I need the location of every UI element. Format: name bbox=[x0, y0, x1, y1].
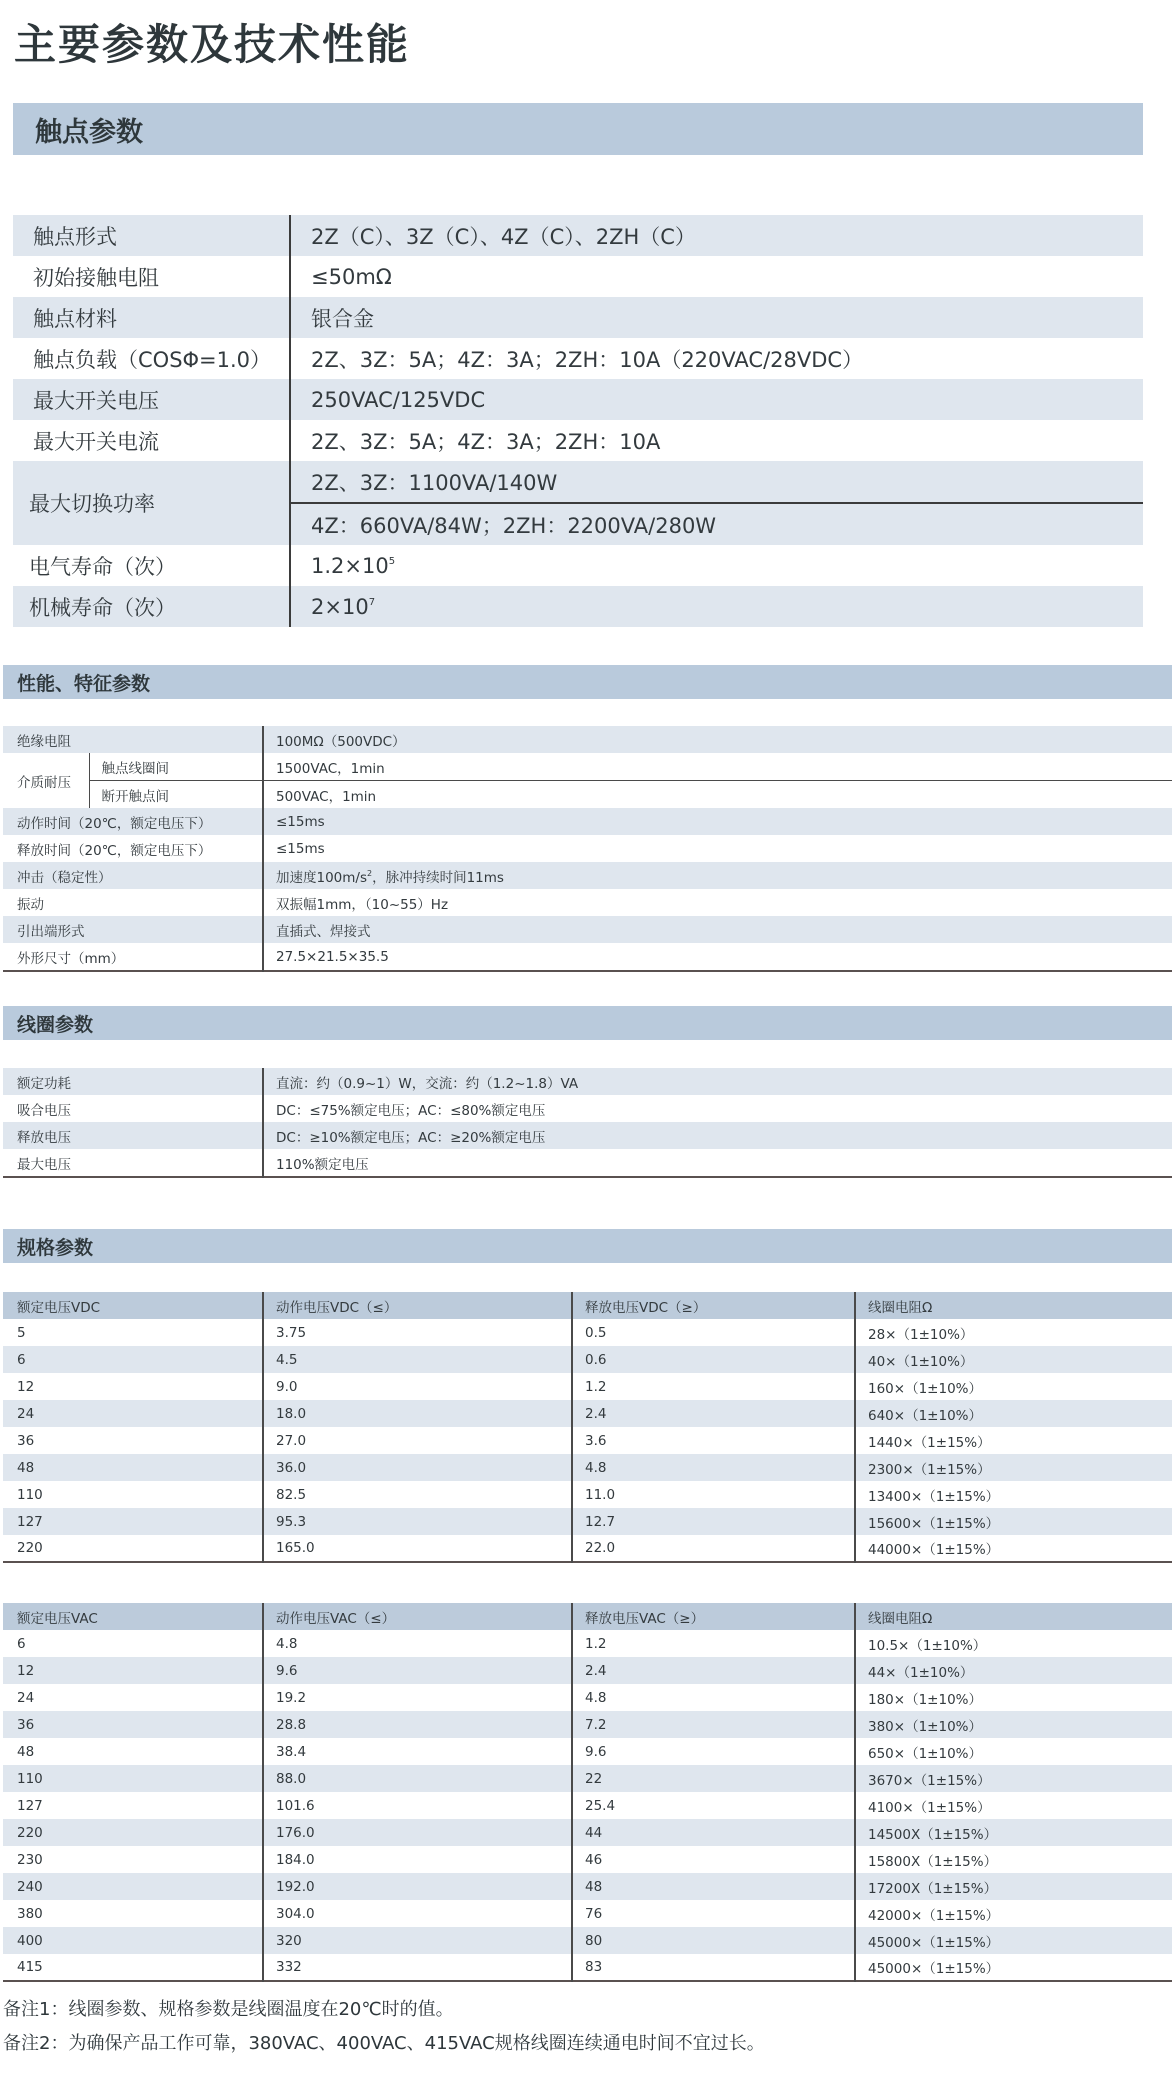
table-cell: 6 bbox=[3, 1630, 263, 1657]
table-cell: 95.3 bbox=[263, 1508, 572, 1535]
param-label: 额定功耗 bbox=[3, 1068, 263, 1095]
table-cell: 24 bbox=[3, 1400, 263, 1427]
page-title: 主要参数及技术性能 bbox=[14, 20, 411, 69]
note: 备注1：线圈参数、规格参数是线圈温度在20℃时的值。 bbox=[3, 1999, 454, 2020]
param-value: 2Z、3Z：5A；4Z：3A；2ZH：10A bbox=[290, 420, 1143, 461]
notes bbox=[3, 1993, 765, 2061]
table-cell: 4.5 bbox=[263, 1346, 572, 1373]
table-row bbox=[13, 379, 1143, 420]
table-cell: 7.2 bbox=[572, 1711, 855, 1738]
section-header-spec bbox=[3, 1229, 1172, 1263]
table-cell: 2.4 bbox=[572, 1657, 855, 1684]
table-cell: 44 bbox=[572, 1819, 855, 1846]
table-cell: 45000×（1±15%） bbox=[855, 1954, 1172, 1981]
param-value bbox=[263, 862, 1172, 889]
param-value: 27.5×21.5×35.5 bbox=[263, 943, 1172, 971]
table-row bbox=[3, 1149, 1172, 1177]
table-cell: 12.7 bbox=[572, 1508, 855, 1535]
param-sublabel: 触点线圈间 bbox=[89, 753, 263, 781]
table-cell: 83 bbox=[572, 1954, 855, 1981]
param-label: 释放时间（20℃，额定电压下） bbox=[3, 835, 263, 862]
column-header: 额定电压VDC bbox=[3, 1292, 263, 1319]
param-label: 最大电压 bbox=[3, 1149, 263, 1177]
param-value: 500VAC，1min bbox=[263, 781, 1172, 809]
param-label: 振动 bbox=[3, 889, 263, 916]
table-row bbox=[13, 420, 1143, 461]
table-row bbox=[3, 1954, 1172, 1981]
table-cell: 304.0 bbox=[263, 1900, 572, 1927]
value-base: 1.2×10 bbox=[311, 553, 389, 578]
table-cell: 22 bbox=[572, 1765, 855, 1792]
table-row bbox=[3, 1927, 1172, 1954]
param-value: 4Z：660VA/84W；2ZH：2200VA/280W bbox=[290, 503, 1143, 545]
table-cell: 13400×（1±15%） bbox=[855, 1481, 1172, 1508]
table-cell: 4.8 bbox=[572, 1684, 855, 1711]
table-row bbox=[3, 1068, 1172, 1095]
table-row bbox=[3, 1319, 1172, 1346]
param-value: ≤15ms bbox=[263, 835, 1172, 862]
table-cell: 11.0 bbox=[572, 1481, 855, 1508]
param-value: 直流：约（0.9~1）W，交流：约（1.2~1.8）VA bbox=[263, 1068, 1172, 1095]
table-cell: 17200X（1±15%） bbox=[855, 1873, 1172, 1900]
table-cell: 184.0 bbox=[263, 1846, 572, 1873]
table-cell: 28×（1±10%） bbox=[855, 1319, 1172, 1346]
table-cell: 127 bbox=[3, 1508, 263, 1535]
param-value: 100MΩ（500VDC） bbox=[263, 726, 1172, 753]
param-label: 初始接触电阻 bbox=[13, 256, 290, 297]
param-value: 2Z、3Z：5A；4Z：3A；2ZH：10A（220VAC/28VDC） bbox=[290, 338, 1143, 379]
table-row bbox=[3, 1900, 1172, 1927]
section-header-contact-params bbox=[13, 103, 1143, 155]
param-label: 绝缘电阻 bbox=[3, 726, 263, 753]
table-cell: 24 bbox=[3, 1684, 263, 1711]
param-sublabel: 断开触点间 bbox=[89, 781, 263, 809]
column-header: 释放电压VAC（≥） bbox=[572, 1603, 855, 1630]
table-cell: 220 bbox=[3, 1819, 263, 1846]
table-cell: 82.5 bbox=[263, 1481, 572, 1508]
table-row bbox=[3, 1427, 1172, 1454]
table-cell: 27.0 bbox=[263, 1427, 572, 1454]
table-cell: 180×（1±10%） bbox=[855, 1684, 1172, 1711]
table-row bbox=[3, 753, 1172, 781]
table-row bbox=[3, 1630, 1172, 1657]
param-label: 释放电压 bbox=[3, 1122, 263, 1149]
param-value: 双振幅1mm，（10~55）Hz bbox=[263, 889, 1172, 916]
table-row bbox=[13, 545, 1143, 586]
table-cell: 110 bbox=[3, 1481, 263, 1508]
table-row bbox=[3, 1508, 1172, 1535]
param-label: 介质耐压 bbox=[3, 753, 89, 808]
table-cell: 380 bbox=[3, 1900, 263, 1927]
table-cell: 1.2 bbox=[572, 1373, 855, 1400]
table-row bbox=[3, 1657, 1172, 1684]
table-cell: 0.6 bbox=[572, 1346, 855, 1373]
table-cell: 18.0 bbox=[263, 1400, 572, 1427]
table-cell: 2300×（1±15%） bbox=[855, 1454, 1172, 1481]
column-header: 释放电压VDC（≥） bbox=[572, 1292, 855, 1319]
param-value: 1500VAC，1min bbox=[263, 753, 1172, 781]
param-label: 最大开关电流 bbox=[13, 420, 290, 461]
param-label: 触点形式 bbox=[13, 215, 290, 256]
param-value: ≤50mΩ bbox=[290, 256, 1143, 297]
param-label: 触点负载（COSΦ=1.0） bbox=[13, 338, 290, 379]
table-cell: 19.2 bbox=[263, 1684, 572, 1711]
column-header: 动作电压VDC（≤） bbox=[263, 1292, 572, 1319]
table-row bbox=[3, 1846, 1172, 1873]
table-cell: 127 bbox=[3, 1792, 263, 1819]
table-cell: 320 bbox=[263, 1927, 572, 1954]
table-cell: 9.6 bbox=[263, 1657, 572, 1684]
table-cell: 2.4 bbox=[572, 1400, 855, 1427]
param-value: DC：≤75%额定电压；AC：≤80%额定电压 bbox=[263, 1095, 1172, 1122]
table-cell: 14500X（1±15%） bbox=[855, 1819, 1172, 1846]
section-title: 规格参数 bbox=[17, 1236, 94, 1259]
param-label: 吸合电压 bbox=[3, 1095, 263, 1122]
table-cell: 110 bbox=[3, 1765, 263, 1792]
section-title: 性能、特征参数 bbox=[17, 672, 151, 695]
param-value: 110%额定电压 bbox=[263, 1149, 1172, 1177]
value-exponent: 2 bbox=[367, 868, 373, 878]
table-row bbox=[3, 1481, 1172, 1508]
table-cell: 88.0 bbox=[263, 1765, 572, 1792]
table-cell: 230 bbox=[3, 1846, 263, 1873]
performance-params-table bbox=[3, 726, 1172, 972]
param-value: 银合金 bbox=[290, 297, 1143, 338]
table-cell: 380×（1±10%） bbox=[855, 1711, 1172, 1738]
table-row bbox=[3, 1684, 1172, 1711]
table-row bbox=[13, 215, 1143, 256]
table-cell: 76 bbox=[572, 1900, 855, 1927]
value-base: 2×10 bbox=[311, 594, 369, 619]
table-row bbox=[13, 461, 1143, 503]
param-label: 冲击（稳定性） bbox=[3, 862, 263, 889]
param-value: DC：≥10%额定电压；AC：≥20%额定电压 bbox=[263, 1122, 1172, 1149]
table-cell: 38.4 bbox=[263, 1738, 572, 1765]
table-cell: 40×（1±10%） bbox=[855, 1346, 1172, 1373]
table-cell: 640×（1±10%） bbox=[855, 1400, 1172, 1427]
param-label: 最大切换功率 bbox=[13, 461, 290, 545]
param-value: 2Z（C）、3Z（C）、4Z（C）、2ZH（C） bbox=[290, 215, 1143, 256]
section-title: 线圈参数 bbox=[17, 1013, 94, 1036]
value-text: ，脉冲持续时间11ms bbox=[372, 869, 504, 886]
table-cell: 415 bbox=[3, 1954, 263, 1981]
table-cell: 48 bbox=[3, 1454, 263, 1481]
table-cell: 176.0 bbox=[263, 1819, 572, 1846]
column-header: 线圈电阻Ω bbox=[855, 1603, 1172, 1630]
table-cell: 6 bbox=[3, 1346, 263, 1373]
table-cell: 15800X（1±15%） bbox=[855, 1846, 1172, 1873]
ac-spec-table bbox=[3, 1603, 1172, 1982]
table-cell: 25.4 bbox=[572, 1792, 855, 1819]
table-row bbox=[3, 1765, 1172, 1792]
section-title: 触点参数 bbox=[35, 116, 143, 148]
table-row bbox=[3, 916, 1172, 943]
table-row bbox=[3, 1095, 1172, 1122]
param-label: 电气寿命（次） bbox=[13, 545, 290, 586]
table-cell: 240 bbox=[3, 1873, 263, 1900]
table-cell: 12 bbox=[3, 1657, 263, 1684]
table-cell: 1.2 bbox=[572, 1630, 855, 1657]
table-cell: 48 bbox=[572, 1873, 855, 1900]
note: 备注2：为确保产品工作可靠，380VAC、400VAC、415VAC规格线圈连续通电时间不宜过长。 bbox=[3, 2033, 765, 2054]
table-row bbox=[3, 889, 1172, 916]
table-row bbox=[3, 1373, 1172, 1400]
table-cell: 1440×（1±15%） bbox=[855, 1427, 1172, 1454]
table-cell: 3.6 bbox=[572, 1427, 855, 1454]
table-cell: 192.0 bbox=[263, 1873, 572, 1900]
table-cell: 4.8 bbox=[263, 1630, 572, 1657]
param-value bbox=[290, 545, 1143, 586]
table-cell: 220 bbox=[3, 1535, 263, 1562]
table-cell: 45000×（1±15%） bbox=[855, 1927, 1172, 1954]
table-cell: 48 bbox=[3, 1738, 263, 1765]
value-exponent: 5 bbox=[388, 555, 396, 567]
table-row bbox=[13, 256, 1143, 297]
table-cell: 101.6 bbox=[263, 1792, 572, 1819]
table-row bbox=[13, 297, 1143, 338]
table-row bbox=[3, 1711, 1172, 1738]
table-cell: 44×（1±10%） bbox=[855, 1657, 1172, 1684]
table-cell: 36 bbox=[3, 1427, 263, 1454]
param-value: 2Z、3Z：1100VA/140W bbox=[290, 461, 1143, 503]
table-cell: 10.5×（1±10%） bbox=[855, 1630, 1172, 1657]
param-value: 直插式、焊接式 bbox=[263, 916, 1172, 943]
table-cell: 15600×（1±15%） bbox=[855, 1508, 1172, 1535]
table-row bbox=[3, 1535, 1172, 1562]
table-row bbox=[3, 862, 1172, 889]
table-cell: 4.8 bbox=[572, 1454, 855, 1481]
section-header-coil bbox=[3, 1006, 1172, 1040]
param-label: 最大开关电压 bbox=[13, 379, 290, 420]
param-value: ≤15ms bbox=[263, 808, 1172, 835]
table-cell: 42000×（1±15%） bbox=[855, 1900, 1172, 1927]
table-cell: 46 bbox=[572, 1846, 855, 1873]
table-header-row bbox=[3, 1292, 1172, 1319]
table-row bbox=[3, 1400, 1172, 1427]
table-cell: 36 bbox=[3, 1711, 263, 1738]
table-row bbox=[3, 1454, 1172, 1481]
table-row bbox=[3, 726, 1172, 753]
column-header: 线圈电阻Ω bbox=[855, 1292, 1172, 1319]
param-label: 机械寿命（次） bbox=[13, 586, 290, 627]
column-header: 动作电压VAC（≤） bbox=[263, 1603, 572, 1630]
param-label: 触点材料 bbox=[13, 297, 290, 338]
table-cell: 400 bbox=[3, 1927, 263, 1954]
table-cell: 12 bbox=[3, 1373, 263, 1400]
param-value bbox=[290, 586, 1143, 627]
table-cell: 332 bbox=[263, 1954, 572, 1981]
table-row bbox=[3, 1346, 1172, 1373]
table-row bbox=[13, 586, 1143, 627]
param-value: 250VAC/125VDC bbox=[290, 379, 1143, 420]
coil-params-table bbox=[3, 1068, 1172, 1178]
param-label: 动作时间（20℃，额定电压下） bbox=[3, 808, 263, 835]
value-text: 加速度100m/s bbox=[276, 869, 367, 886]
column-header: 额定电压VAC bbox=[3, 1603, 263, 1630]
table-row bbox=[3, 1819, 1172, 1846]
contact-params-table bbox=[13, 215, 1143, 627]
section-header-performance bbox=[3, 665, 1172, 699]
table-cell: 44000×（1±15%） bbox=[855, 1535, 1172, 1562]
table-cell: 28.8 bbox=[263, 1711, 572, 1738]
table-cell: 36.0 bbox=[263, 1454, 572, 1481]
table-cell: 160×（1±10%） bbox=[855, 1373, 1172, 1400]
table-row bbox=[3, 835, 1172, 862]
table-cell: 5 bbox=[3, 1319, 263, 1346]
table-cell: 165.0 bbox=[263, 1535, 572, 1562]
table-cell: 9.6 bbox=[572, 1738, 855, 1765]
table-row bbox=[3, 1792, 1172, 1819]
table-row bbox=[3, 781, 1172, 809]
table-row bbox=[13, 338, 1143, 379]
table-cell: 22.0 bbox=[572, 1535, 855, 1562]
table-cell: 9.0 bbox=[263, 1373, 572, 1400]
table-cell: 3.75 bbox=[263, 1319, 572, 1346]
table-cell: 0.5 bbox=[572, 1319, 855, 1346]
table-cell: 4100×（1±15%） bbox=[855, 1792, 1172, 1819]
table-cell: 80 bbox=[572, 1927, 855, 1954]
table-cell: 3670×（1±15%） bbox=[855, 1765, 1172, 1792]
table-row bbox=[3, 1738, 1172, 1765]
table-row bbox=[3, 1873, 1172, 1900]
table-row bbox=[3, 1122, 1172, 1149]
value-exponent: 7 bbox=[368, 596, 376, 608]
param-label: 外形尺寸（mm） bbox=[3, 943, 263, 971]
table-row bbox=[3, 808, 1172, 835]
table-row bbox=[3, 943, 1172, 971]
dc-spec-table bbox=[3, 1292, 1172, 1563]
table-cell: 650×（1±10%） bbox=[855, 1738, 1172, 1765]
table-header-row bbox=[3, 1603, 1172, 1630]
param-label: 引出端形式 bbox=[3, 916, 263, 943]
